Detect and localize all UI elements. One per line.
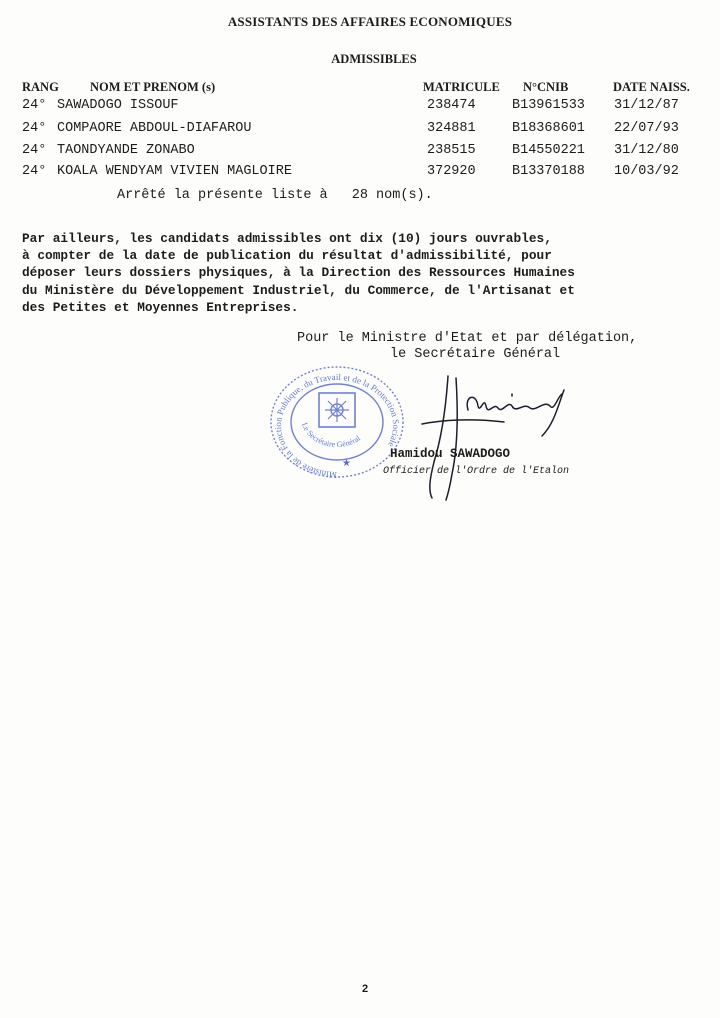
signatory-name: Hamidou SAWADOGO [390,447,511,461]
notice-line: à compter de la date de publication du résultat d'admissibilité, pour [22,248,552,264]
stamp-ring-text: Ministère de la Fonction Publique, du Travail et de la Protection Sociale [272,371,402,481]
cell-matricule: 372920 [427,164,476,179]
stamp-inner-text: Le Secrétaire Général [299,421,362,450]
page-number: 2 [362,983,369,995]
cell-matricule: 324881 [427,121,476,136]
section-title: ADMISSIBLES [331,52,417,66]
table-row [0,164,720,184]
cell-date: 31/12/87 [614,98,679,113]
signature-role-line: le Secrétaire Général [390,347,561,362]
cell-nom: COMPAORE ABDOUL-DIAFAROU [57,121,252,136]
svg-text:Ministère de la Fonction Publi [273,372,401,480]
handwritten-signature [412,366,582,506]
cell-rang: 24° [22,143,47,158]
cell-nom: SAWADOGO ISSOUF [57,98,179,113]
notice-line: du Ministère du Développement Industriel, du Commerce, de l'Artisanat et [22,282,575,298]
column-header-cnib: N°CNIB [523,80,569,94]
cell-rang: 24° [22,98,47,113]
star-icon: ★ [342,458,351,469]
document-title: ASSISTANTS DES AFFAIRES ECONOMIQUES [227,14,513,29]
cell-date: 31/12/80 [614,143,679,158]
cell-cnib: B18368601 [512,121,585,136]
notice-line: déposer leurs dossiers physiques, à la Direction des Ressources Humaines [22,265,575,281]
notice-paragraph [22,230,682,316]
closing-text: Arrêté la présente liste à [117,188,328,203]
cell-matricule: 238515 [427,143,476,158]
table-row [0,143,720,163]
table-row [0,121,720,141]
notice-line: des Petites et Moyennes Entreprises. [22,299,299,315]
svg-text:Le Secrétaire Général [300,421,363,449]
column-header-matricule: MATRICULE [423,80,500,94]
signatory-distinction: Officier de l'Ordre de l'Etalon [383,466,570,477]
cell-date: 10/03/92 [614,164,679,179]
cell-cnib: B14550221 [512,143,585,158]
closing-count: 28 nom(s). [351,188,433,203]
cell-nom: TAONDYANDE ZONABO [57,143,195,158]
cell-date: 22/07/93 [614,121,679,136]
cell-rang: 24° [22,121,47,136]
notice-line: Par ailleurs, les candidats admissibles ont dix (10) jours ouvrables, [22,231,552,246]
table-row [0,98,720,118]
cell-rang: 24° [22,164,47,179]
cell-cnib: B13370188 [512,164,585,179]
column-header-rang: RANG [22,80,59,94]
list-closing-statement [117,188,433,203]
cell-matricule: 238474 [427,98,476,113]
column-header-nom: NOM ET PRENOM (s) [90,80,216,94]
signature-delegation-line: Pour le Ministre d'Etat et par délégation, [297,331,638,346]
column-header-date: DATE NAISS. [613,80,690,94]
cell-nom: KOALA WENDYAM VIVIEN MAGLOIRE [57,164,292,179]
cell-cnib: B13961533 [512,98,585,113]
